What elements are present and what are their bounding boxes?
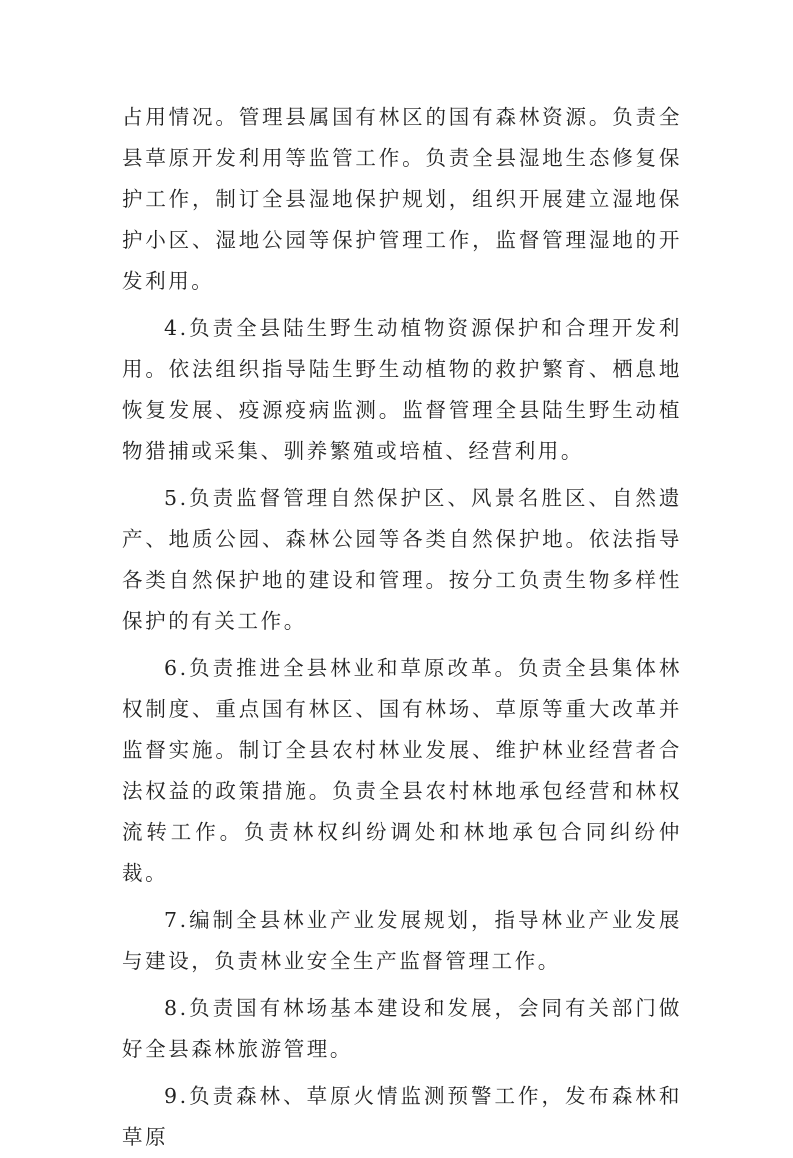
paragraph-item-5: 5.负责监督管理自然保护区、风景名胜区、自然遗产、地质公园、森林公园等各类自然保护地。依法指导各类自然保护地的建设和管理。按分工负责生物多样性保护的有关工作。 [122, 486, 682, 633]
document-body [122, 97, 682, 1158]
paragraph-continued: 占用情况。管理县属国有林区的国有森林资源。负责全县草原开发利用等监管工作。负责全县湿地生态修复保护工作，制订全县湿地保护规划，组织开展建立湿地保护小区、湿地公园等保护管理工作，监督管理湿地的开发利用。 [122, 105, 682, 293]
paragraph-item-7: 7.编制全县林业产业发展规划，指导林业产业发展与建设，负责林业安全生产监督管理工作。 [122, 908, 682, 973]
paragraph-item-9: 9.负责森林、草原火情监测预警工作，发布森林和草原 [122, 1084, 682, 1149]
paragraph-item-8: 8.负责国有林场基本建设和发展，会同有关部门做好全县森林旅游管理。 [122, 996, 682, 1061]
paragraph-item-6: 6.负责推进全县林业和草原改革。负责全县集体林权制度、重点国有林区、国有林场、草原等重大改革并监督实施。制订全县农村林业发展、维护林业经营者合法权益的政策措施。负责全县农村林地承包经营和林权流转工作。负责林权纠纷调处和林地承包合同纠纷仲裁。 [122, 656, 682, 885]
paragraph-item-4: 4.负责全县陆生野生动植物资源保护和合理开发利用。依法组织指导陆生野生动植物的救护繁育、栖息地恢复发展、疫源疫病监测。监督管理全县陆生野生动植物猎捕或采集、驯养繁殖或培植、经营利用。 [122, 316, 682, 463]
